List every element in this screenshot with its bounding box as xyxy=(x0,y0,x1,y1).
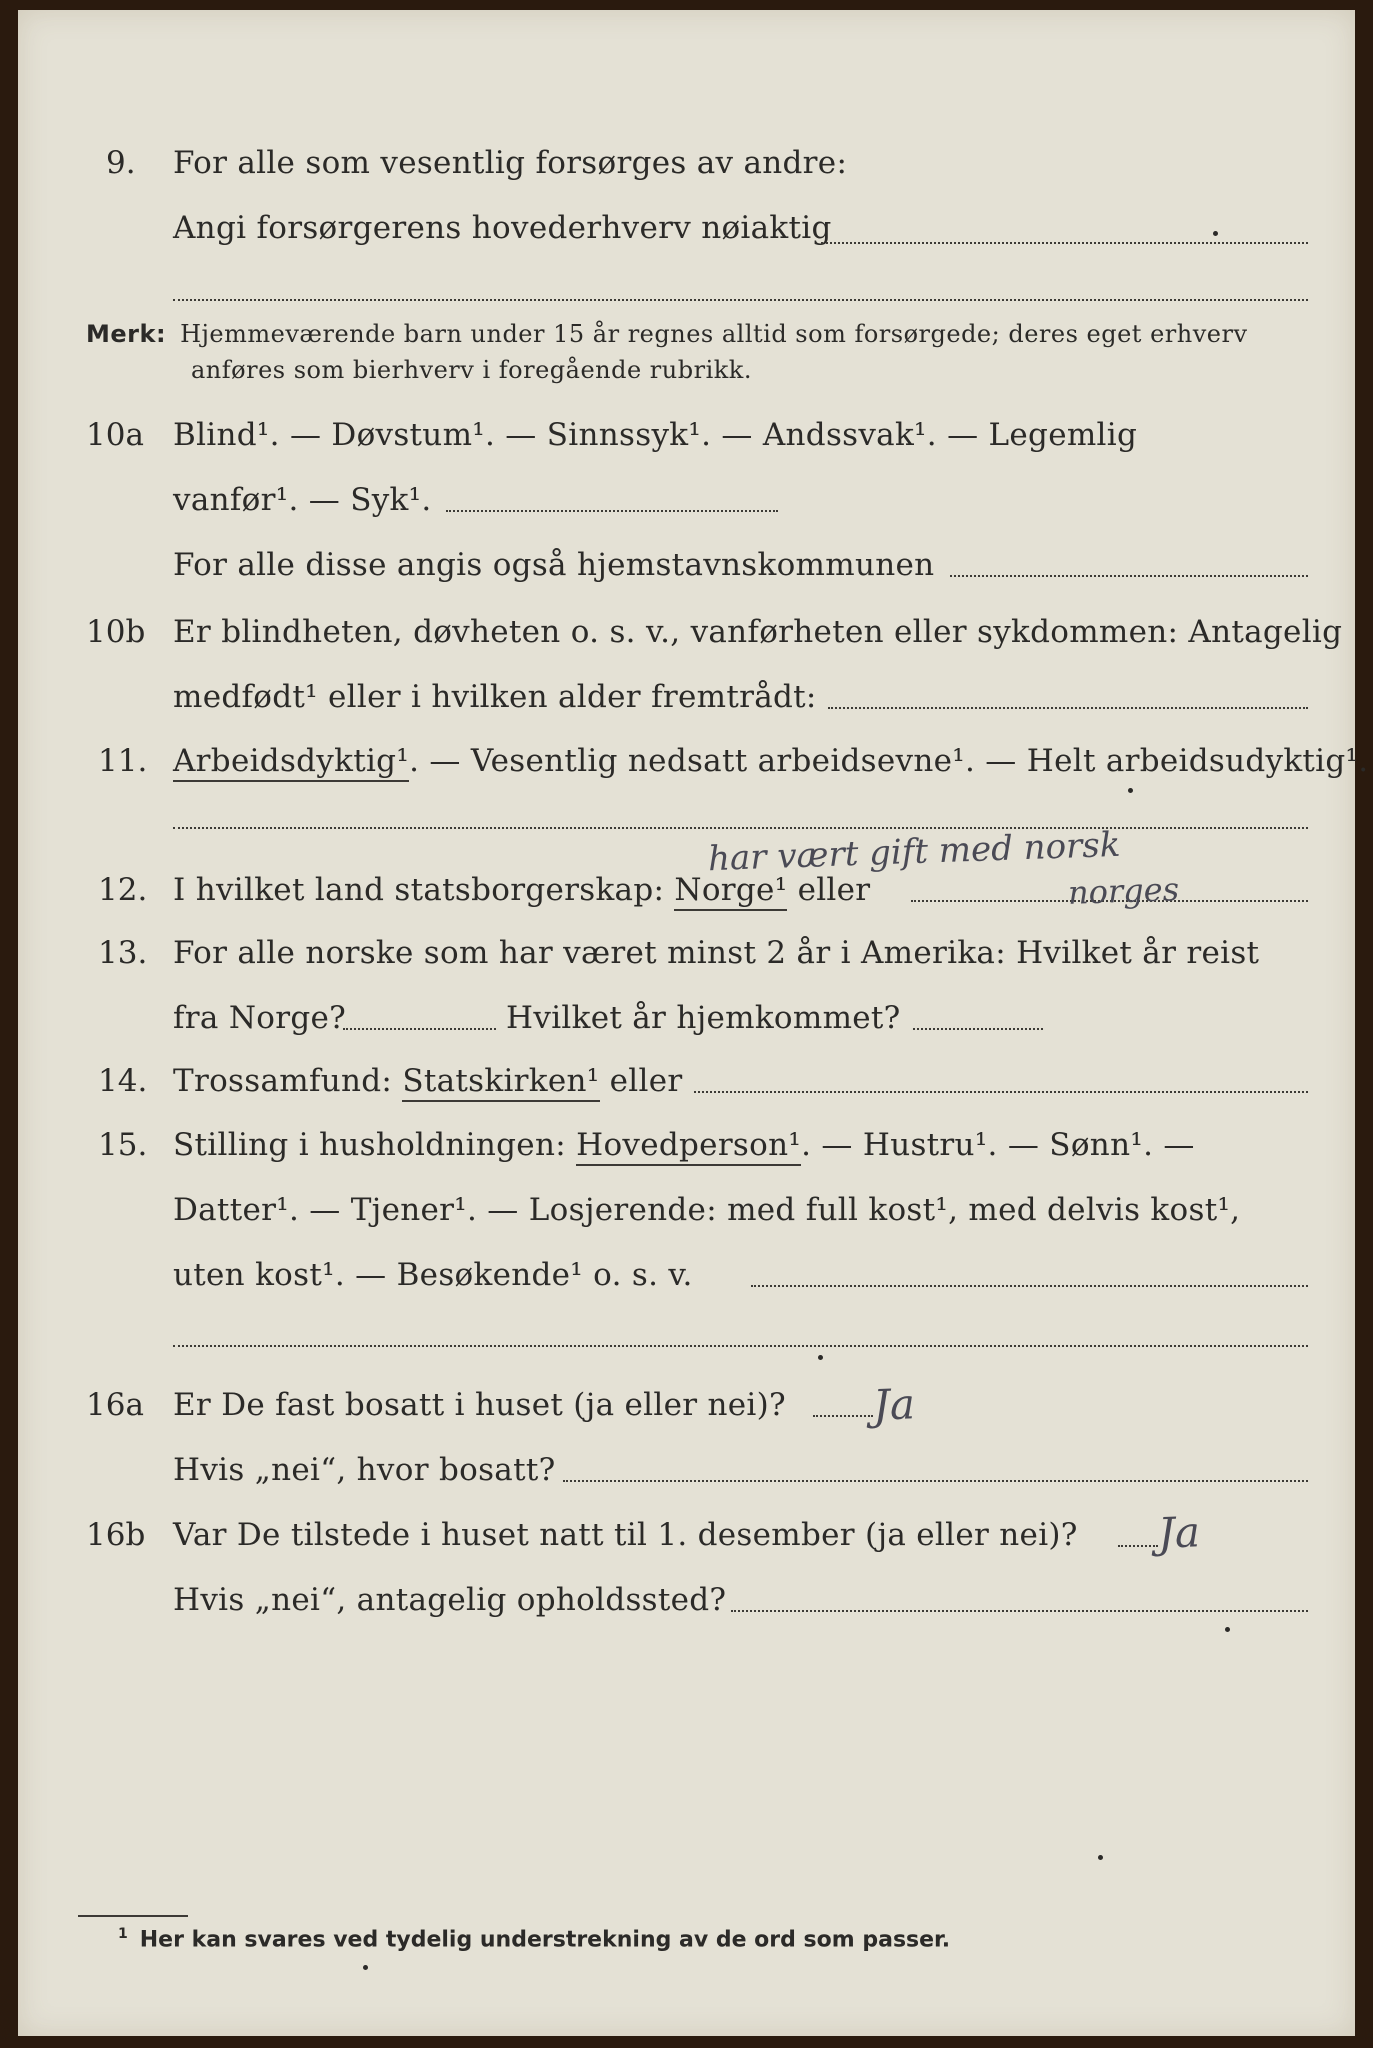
q9-line1: For alle som vesentlig forsørges av andre: xyxy=(173,145,848,181)
q10a-answer-line xyxy=(446,510,778,512)
q13-answer-left xyxy=(343,1028,496,1030)
ink-speck xyxy=(1128,788,1133,793)
q15-answer-line-2 xyxy=(173,1345,1308,1347)
q11-selected-option: Arbeidsdyktig¹ xyxy=(173,743,409,782)
q13-answer-right xyxy=(913,1028,1043,1030)
q12-handwritten-answer: norges xyxy=(1067,870,1180,912)
note-line1: Merk: Hjemmeværende barn under 15 år regnes alltid som forsørgede; deres eget erhverv xyxy=(86,320,1248,348)
q16b-answer-line xyxy=(1118,1545,1158,1547)
q9-answer-line xyxy=(821,242,1308,244)
q11-answer-line xyxy=(173,827,1308,829)
q15-line3: uten kost¹. — Besøkende¹ o. s. v. xyxy=(173,1257,693,1293)
q15-line1: Stilling i husholdningen: Hovedperson¹. — Hustru¹. — Sønn¹. — xyxy=(173,1127,1195,1163)
q10b-number: 10b xyxy=(86,614,146,650)
q16a-answer-line-2 xyxy=(563,1480,1308,1482)
q10a-answer-line-2 xyxy=(950,575,1308,577)
ink-speck xyxy=(1225,1627,1230,1632)
q12-selected-option: Norge¹ xyxy=(674,872,787,911)
ink-speck xyxy=(363,1965,368,1970)
q13-line2: fra Norge? Hvilket år hjemkommet? xyxy=(173,1000,901,1036)
q10a-number: 10a xyxy=(86,417,144,453)
q10b-answer-line xyxy=(828,707,1308,709)
q16a-number: 16a xyxy=(86,1387,144,1423)
q15-number: 15. xyxy=(98,1127,148,1163)
footnote: $^1$ Her kan svares ved tydelig understrekning av de ord som passer. xyxy=(118,1926,951,1953)
q11-line1: Arbeidsdyktig¹. — Vesentlig nedsatt arbeidsevne¹. — Helt arbeidsudyktig¹. xyxy=(173,743,1368,779)
q14-selected-option: Statskirken¹ xyxy=(402,1063,599,1102)
q10a-line2: vanfør¹. — Syk¹. xyxy=(173,482,432,518)
q16b-line2: Hvis „nei“, antagelig opholdssted? xyxy=(173,1582,727,1618)
q10b-line1: Er blindheten, døvheten o. s. v., vanførheten eller sykdommen: Antagelig xyxy=(173,614,1343,650)
ink-speck xyxy=(1098,1855,1103,1860)
q9-answer-line-2 xyxy=(173,299,1308,301)
footnote-rule xyxy=(78,1915,188,1917)
q16b-line1: Var De tilstede i huset natt til 1. desember (ja eller nei)? xyxy=(173,1517,1078,1553)
q16b-number: 16b xyxy=(86,1517,146,1553)
q10a-line1: Blind¹. — Døvstum¹. — Sinnssyk¹. — Andssvak¹. — Legemlig xyxy=(173,417,1138,453)
note-label: Merk: xyxy=(86,320,167,348)
q14-number: 14. xyxy=(98,1063,148,1099)
q12-line1: I hvilket land statsborgerskap: Norge¹ eller xyxy=(173,872,870,908)
q15-answer-line xyxy=(751,1285,1308,1287)
q15-selected-option: Hovedperson¹ xyxy=(576,1127,801,1166)
q9-line2: Angi forsørgerens hovederhverv nøiaktig xyxy=(173,210,832,246)
ink-speck xyxy=(818,1355,823,1360)
q14-answer-line xyxy=(694,1091,1308,1093)
q13-number: 13. xyxy=(98,935,148,971)
q12-handwritten-note: har vært gift med norsk xyxy=(707,824,1121,880)
q16b-handwritten-answer: Ja xyxy=(1157,1507,1201,1558)
q12-number: 12. xyxy=(98,872,148,908)
q9-number: 9. xyxy=(106,145,136,181)
q16a-handwritten-answer: Ja xyxy=(872,1379,916,1430)
q16a-line2: Hvis „nei“, hvor bosatt? xyxy=(173,1452,556,1488)
q16a-answer-line xyxy=(813,1415,873,1417)
q13-line1: For alle norske som har været minst 2 år i Amerika: Hvilket år reist xyxy=(173,935,1260,971)
census-form-page xyxy=(18,10,1369,2036)
q16b-answer-line-2 xyxy=(731,1610,1308,1612)
q14-line1: Trossamfund: Statskirken¹ eller xyxy=(173,1063,683,1099)
ink-speck xyxy=(1213,231,1218,236)
q15-line2: Datter¹. — Tjener¹. — Losjerende: med full kost¹, med delvis kost¹, xyxy=(173,1192,1241,1228)
q10b-line2: medfødt¹ eller i hvilken alder fremtrådt: xyxy=(173,679,817,715)
q10a-line3: For alle disse angis også hjemstavnskommunen xyxy=(173,547,935,583)
q16a-line1: Er De fast bosatt i huset (ja eller nei)? xyxy=(173,1387,786,1423)
q11-number: 11. xyxy=(98,743,148,779)
note-line2: anføres som bierhverv i foregående rubrikk. xyxy=(191,356,752,384)
